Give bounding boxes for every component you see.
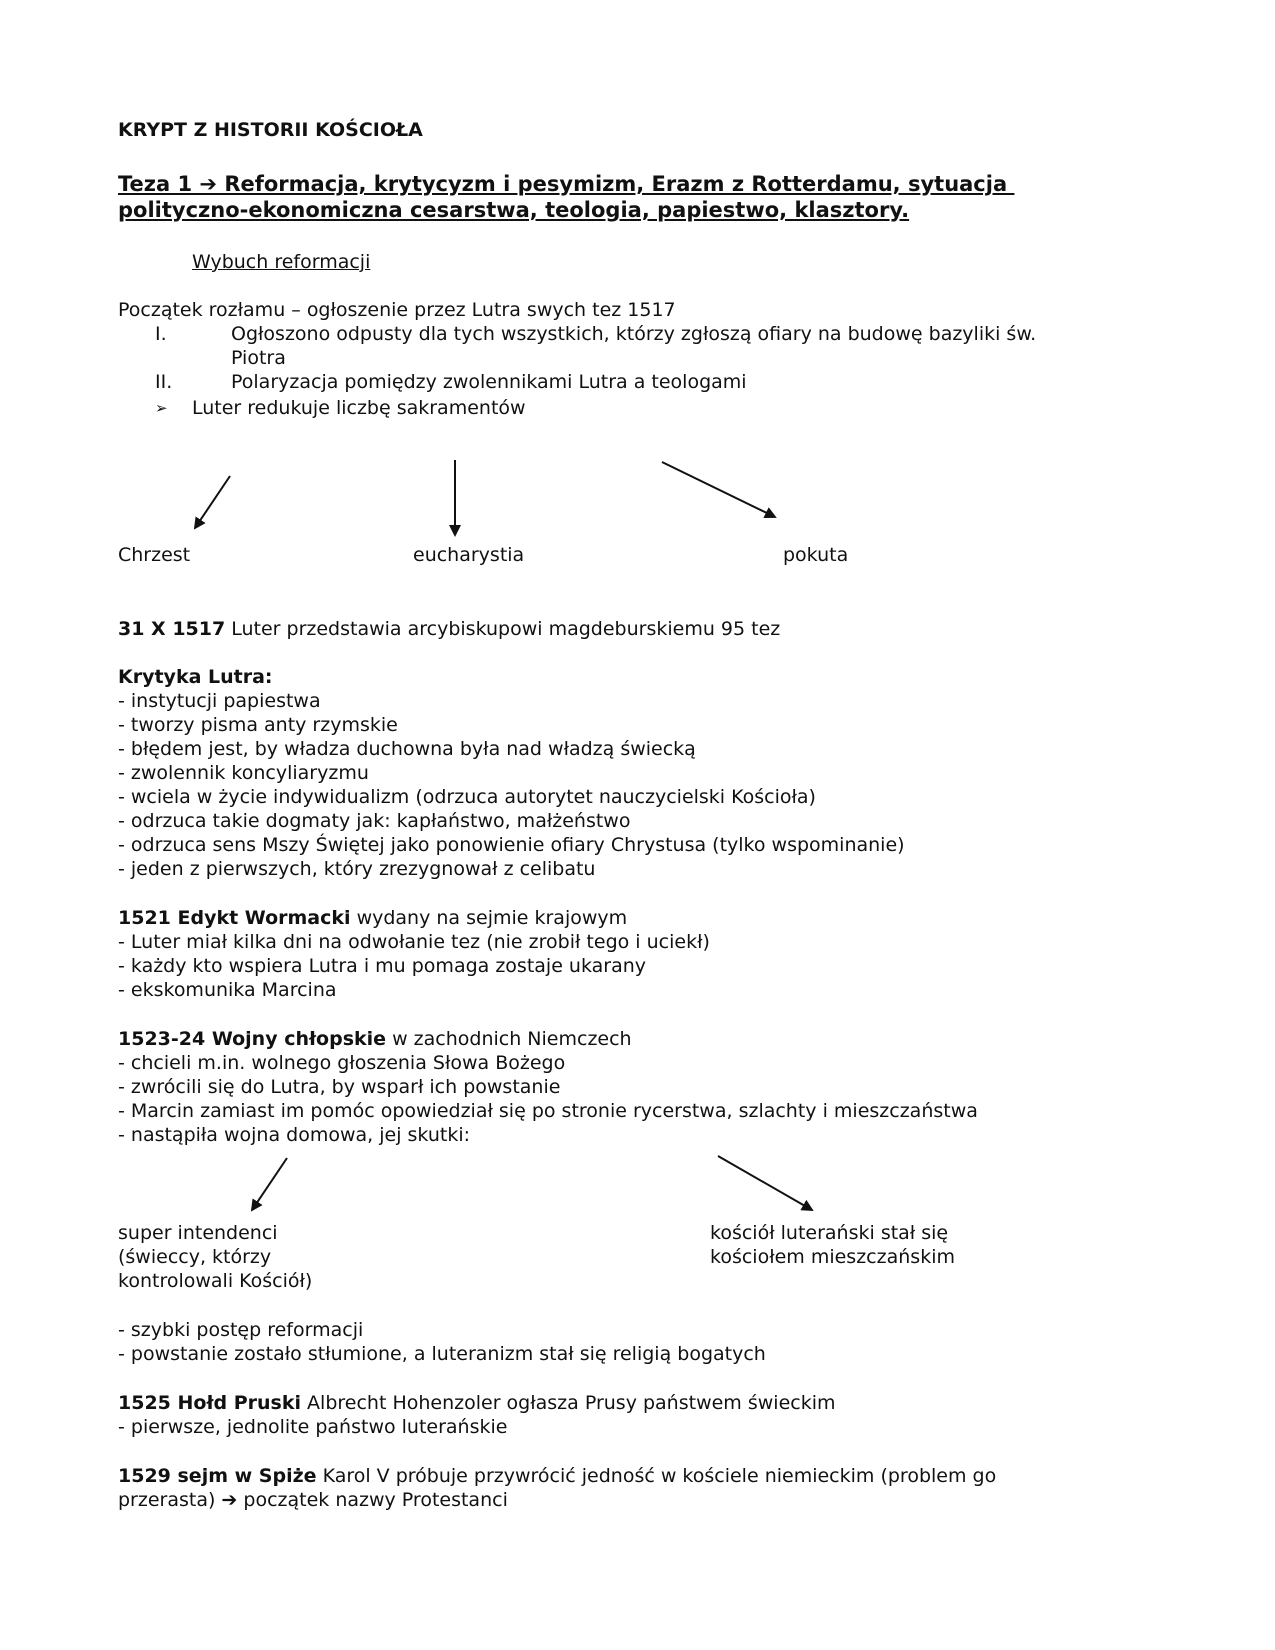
list-item: - każdy kto wspiera Lutra i mu pomaga zostaje ukarany [118, 955, 647, 977]
list-item: - Luter miał kilka dni na odwołanie tez (nie zrobił tego i uciekł) [118, 931, 710, 953]
roman-item-text: Polaryzacja pomiędzy zwolennikami Lutra a teologami [231, 371, 747, 393]
effect-left-line: (świeccy, którzy [118, 1246, 272, 1268]
sacrament-pokuta: pokuta [783, 544, 849, 566]
speyer-text: Karol V próbuje przywrócić jedność w kościele niemieckim (problem go [316, 1465, 997, 1487]
list-item: - szybki postęp reformacji [118, 1319, 364, 1341]
homage-bold: 1525 Hołd Pruski [118, 1392, 301, 1414]
roman-item-text: Ogłoszono odpusty dla tych wszystkich, którzy zgłoszą ofiary na budowę bazyliki św. [231, 323, 1037, 345]
thesis-line-2: polityczno-ekonomiczna cesarstwa, teologia, papiestwo, klasztory. [118, 198, 910, 222]
list-item: - ekskomunika Marcina [118, 979, 337, 1001]
arrow-to-pokuta [662, 462, 775, 517]
event-text: Luter przedstawia arcybiskupowi magdeburskiemu 95 tez [225, 618, 781, 640]
peasants-text: w zachodnich Niemczech [386, 1028, 632, 1050]
list-item: - tworzy pisma anty rzymskie [118, 714, 398, 736]
list-item: - odrzuca sens Mszy Świętej jako ponowienie ofiary Chrystusa (tylko wspominanie) [118, 834, 905, 856]
arrow-to-kosciol-mieszczanski [718, 1156, 812, 1210]
peasants-heading [118, 1027, 632, 1051]
roman-number: II. [155, 371, 173, 393]
list-item: - jeden z pierwszych, który zrezygnował z celibatu [118, 858, 596, 880]
thesis-heading [118, 171, 1014, 223]
critique-heading: Krytyka Lutra: [118, 666, 273, 688]
sacrament-eucharystia: eucharystia [413, 544, 525, 566]
list-item: - wciela w życie indywidualizm (odrzuca autorytet nauczycielski Kościoła) [118, 786, 816, 808]
speyer-line-2: przerasta) ➔ początek nazwy Protestanci [118, 1489, 508, 1511]
list-item: - Marcin zamiast im pomóc opowiedział się po stronie rycerstwa, szlachty i mieszczaństwa [118, 1100, 978, 1122]
homage-heading [118, 1391, 836, 1415]
arrow-bullet-icon: ➢ [155, 399, 168, 417]
event-date: 31 X 1517 [118, 618, 226, 640]
speyer-bold: 1529 sejm w Spiże [118, 1465, 317, 1487]
list-item: - chcieli m.in. wolnego głoszenia Słowa Bożego [118, 1052, 566, 1074]
edict-text: wydany na sejmie krajowym [350, 907, 628, 929]
sacrament-chrzest: Chrzest [118, 544, 191, 566]
arrow-bullet-text: Luter redukuje liczbę sakramentów [192, 397, 526, 419]
speyer-heading [118, 1464, 996, 1488]
list-item: - błędem jest, by władza duchowna była nad władzą świecką [118, 738, 696, 760]
roman-number: I. [155, 323, 167, 345]
thesis-line-1: Teza 1 ➔ Reformacja, krytycyzm i pesymizm, Erazm z Rotterdamu, sytuacja [118, 172, 1015, 196]
effect-right-line: kościół luterański stał się [710, 1222, 949, 1244]
homage-text: Albrecht Hohenzoler ogłasza Prusy państwem świeckim [301, 1392, 836, 1414]
list-item: - zwrócili się do Lutra, by wsparł ich powstanie [118, 1076, 561, 1098]
intro-line: Początek rozłamu – ogłoszenie przez Lutra swych tez 1517 [118, 299, 676, 321]
list-item: - instytucji papiestwa [118, 690, 321, 712]
list-item: - pierwsze, jednolite państwo luterańskie [118, 1416, 508, 1438]
list-item: - nastąpiła wojna domowa, jej skutki: [118, 1124, 471, 1146]
peasants-bold: 1523-24 Wojny chłopskie [118, 1028, 387, 1050]
list-item: - powstanie zostało stłumione, a luteranizm stał się religią bogatych [118, 1343, 766, 1365]
effect-left-line: kontrolowali Kościół) [118, 1270, 313, 1292]
document-title: KRYPT Z HISTORII KOŚCIOŁA [118, 119, 423, 141]
roman-item-text-cont: Piotra [231, 347, 286, 369]
arrow-to-chrzest [195, 476, 230, 528]
effect-right-line: kościołem mieszczańskim [710, 1246, 955, 1268]
edict-bold: 1521 Edykt Wormacki [118, 907, 351, 929]
edict-heading [118, 906, 627, 930]
effect-left-line: super intendenci [118, 1222, 278, 1244]
section-subheading: Wybuch reformacji [192, 251, 371, 273]
list-item: - zwolennik koncyliaryzmu [118, 762, 369, 784]
list-item: - odrzuca takie dogmaty jak: kapłaństwo, małżeństwo [118, 810, 631, 832]
event-1517 [118, 617, 780, 641]
arrow-to-super-intendenci [252, 1158, 287, 1210]
